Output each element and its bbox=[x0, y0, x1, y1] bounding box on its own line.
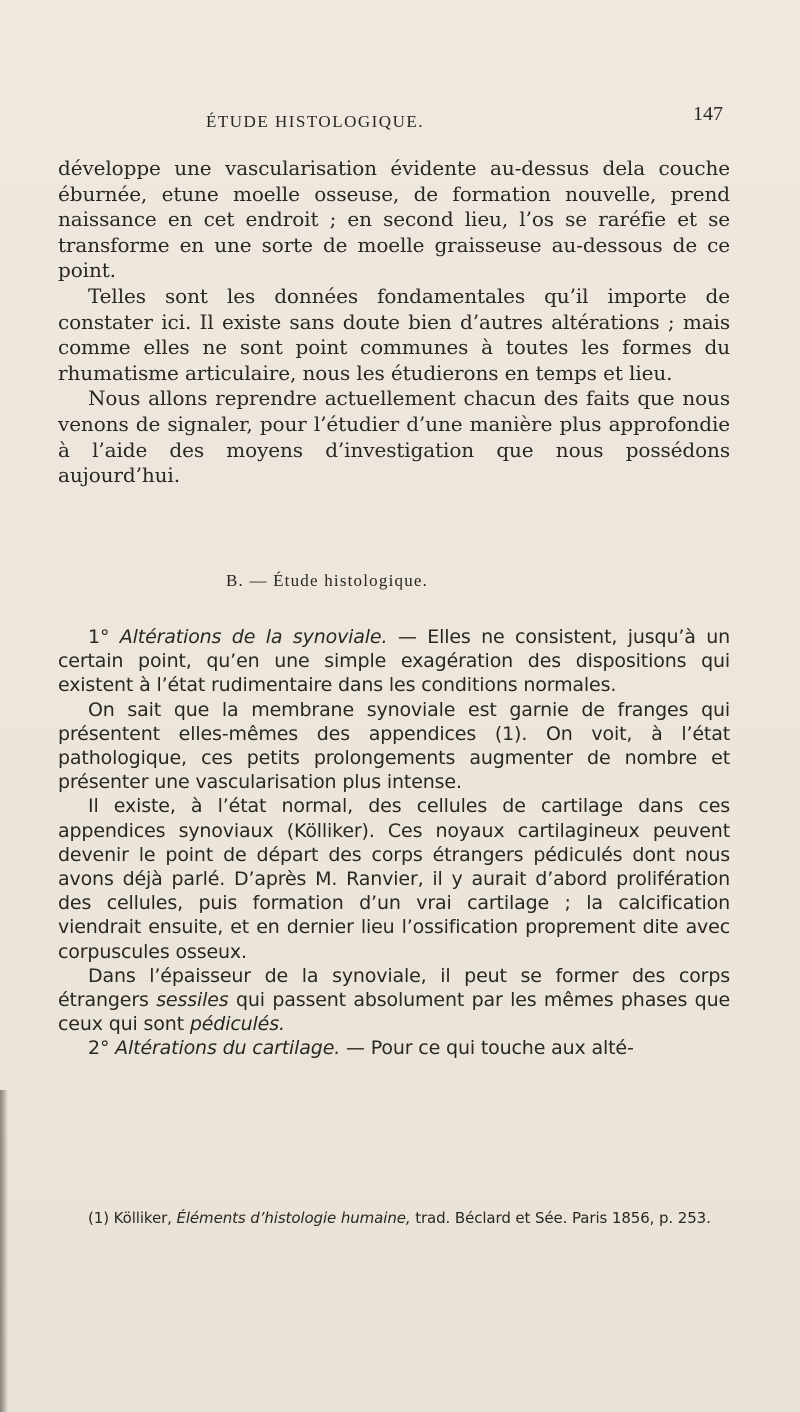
top-text-block bbox=[58, 156, 730, 489]
paragraph-cartilage-cells: Il existe, à l’état normal, des cellules de cartilage dans ces appendices synoviaux (Kölliker). Ces noyaux cartilagineux peuvent devenir le point de départ des corps étrangers pédiculés dont nous avons déjà parlé. D’après M. Ranvier, il y aurait d’abord prolifération des cellules, puis formation d’un vrai cartilage ; la calcification viendrait ensuite, et en dernier lieu l’ossification proprement dite avec corpuscules osseux. bbox=[58, 795, 730, 963]
item-number: 1° bbox=[88, 626, 110, 648]
paragraph-text: qui passent absolument par les mêmes phases que ceux qui sont bbox=[58, 989, 730, 1036]
paragraph-synovial-alterations bbox=[58, 625, 730, 698]
running-title: ÉTUDE HISTOLOGIQUE. bbox=[206, 112, 424, 131]
paragraph-foreign-bodies bbox=[58, 964, 730, 1037]
footnote-reference: trad. Béclard et Sée. Paris 1856, p. 253. bbox=[410, 1209, 711, 1227]
footnote-author: Kölliker, bbox=[108, 1209, 177, 1227]
subheading-synovial: Altérations de la synoviale. bbox=[119, 626, 388, 648]
section-heading: B. — Étude histologique. bbox=[226, 571, 429, 590]
paragraph-fringes: On sait que la membrane synoviale est garnie de franges qui présentent elles-mêmes des appendices (1). On voit, à l’état pathologique, ces petits prolongements augmenter de nombre et présenter une vascularisation plus intense. bbox=[58, 698, 730, 794]
paragraph-text: — Pour ce qui touche aux alté- bbox=[340, 1037, 634, 1060]
subheading-cartilage: Altérations du cartilage. bbox=[109, 1037, 341, 1060]
page-number: 147 bbox=[693, 103, 723, 125]
paragraph-fundamentals: Telles sont les données fondamentales qu’il importe de constater ici. Il existe sans doute bien d’autres altérations ; mais comme elles ne sont point communes à toutes les formes du rhumatisme articulaire, nous les étudierons en temps et lieu. bbox=[58, 283, 730, 385]
footnote-marker: (1) bbox=[88, 1209, 109, 1227]
section-text-block bbox=[58, 625, 730, 1061]
footnote bbox=[58, 1208, 730, 1229]
item-number: 2° bbox=[88, 1037, 110, 1060]
italic-term: sessiles bbox=[156, 989, 229, 1012]
footnote-text bbox=[58, 1208, 730, 1229]
paragraph-text: Dans l’épaisseur de la synoviale, il peut se former des corps étrangers bbox=[58, 964, 730, 1012]
footnote-book-title: Éléments d’histologie humaine, bbox=[176, 1209, 411, 1227]
italic-term: pédiculés. bbox=[189, 1013, 285, 1036]
paragraph-investigation: Nous allons reprendre actuellement chacun des faits que nous venons de signaler, pour l’étudier d’une manière plus approfondie à l’aide des moyens d’investigation que nous possédons aujourd’hui. bbox=[58, 386, 730, 488]
paragraph-cartilage-alterations bbox=[58, 1036, 730, 1060]
binding-shadow bbox=[0, 1090, 8, 1412]
paragraph-text: — Elles ne consistent, jusqu’à un certain point, qu’en une simple exagération des dispositions qui existent à l’état rudimentaire dans les conditions normales. bbox=[58, 626, 730, 697]
paragraph-continuation: développe une vascularisation évidente au-dessus dela couche éburnée, etune moelle osseuse, de formation nouvelle, prend naissance en cet endroit ; en second lieu, l’os se raréfie et se transforme en une sorte de moelle graisseuse au-dessous de ce point. bbox=[58, 156, 730, 283]
